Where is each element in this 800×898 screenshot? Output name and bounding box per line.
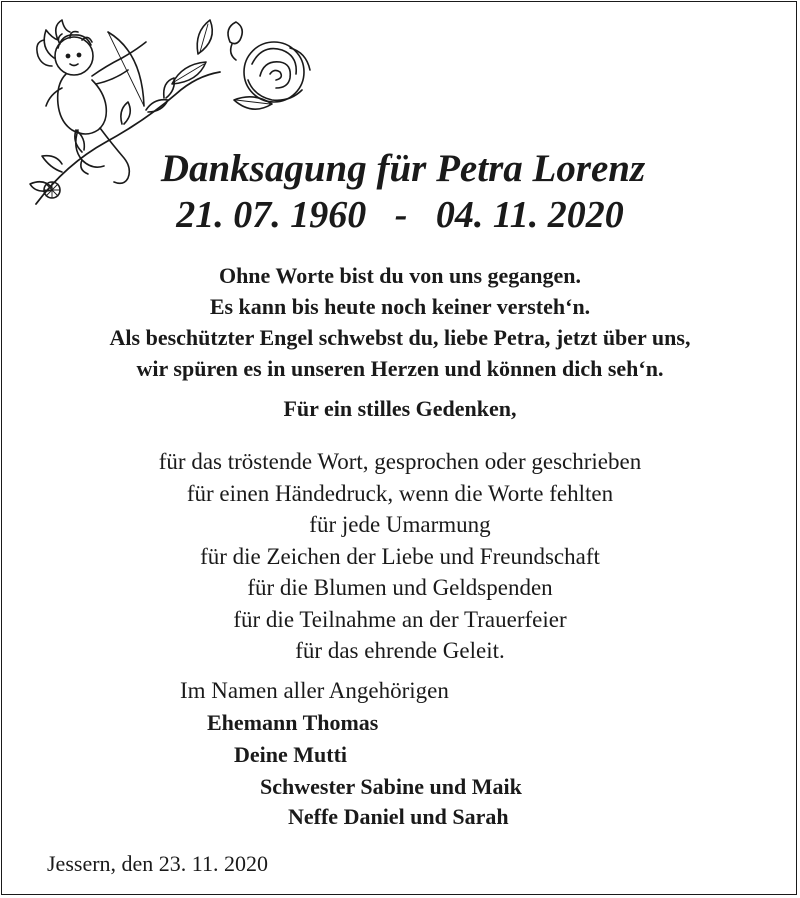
signature-name: Ehemann Thomas bbox=[207, 710, 379, 735]
signature-name: Schwester Sabine und Maik bbox=[260, 774, 522, 799]
thanks-list bbox=[0, 446, 800, 667]
thanks-line: für die Zeichen der Liebe und Freundschaft bbox=[200, 543, 600, 569]
thanks-line: für die Blumen und Geldspenden bbox=[247, 575, 553, 600]
poem-line: wir spüren es in unseren Herzen und können dich seh‘n. bbox=[136, 356, 664, 381]
thanks-heading: Für ein stilles Gedenken, bbox=[283, 396, 517, 421]
notice-title: Danksagung für Petra Lorenz bbox=[160, 147, 646, 190]
poem-line: Ohne Worte bist du von uns gegangen. bbox=[218, 263, 582, 288]
poem-line: Es kann bis heute noch keiner versteh‘n. bbox=[209, 294, 591, 319]
thanks-line: für jede Umarmung bbox=[309, 512, 491, 537]
signature-intro: Im Namen aller Angehörigen bbox=[180, 678, 449, 703]
life-dates: 21. 07. 1960 - 04. 11. 2020 bbox=[176, 194, 624, 236]
poem bbox=[0, 260, 800, 384]
signature-name: Neffe Daniel und Sarah bbox=[288, 804, 509, 829]
place-and-date: Jessern, den 23. 11. 2020 bbox=[47, 851, 268, 876]
signature-name: Deine Mutti bbox=[234, 742, 348, 767]
poem-line: Als beschützter Engel schwebst du, liebe Petra, jetzt über uns, bbox=[109, 325, 691, 350]
thanks-line: für die Teilnahme an der Trauerfeier bbox=[233, 606, 567, 632]
thanks-line: für einen Händedruck, wenn die Worte fehlten bbox=[186, 480, 614, 506]
thanks-line: für das tröstende Wort, gesprochen oder geschrieben bbox=[158, 449, 642, 474]
thanks-line: für das ehrende Geleit. bbox=[295, 638, 505, 663]
